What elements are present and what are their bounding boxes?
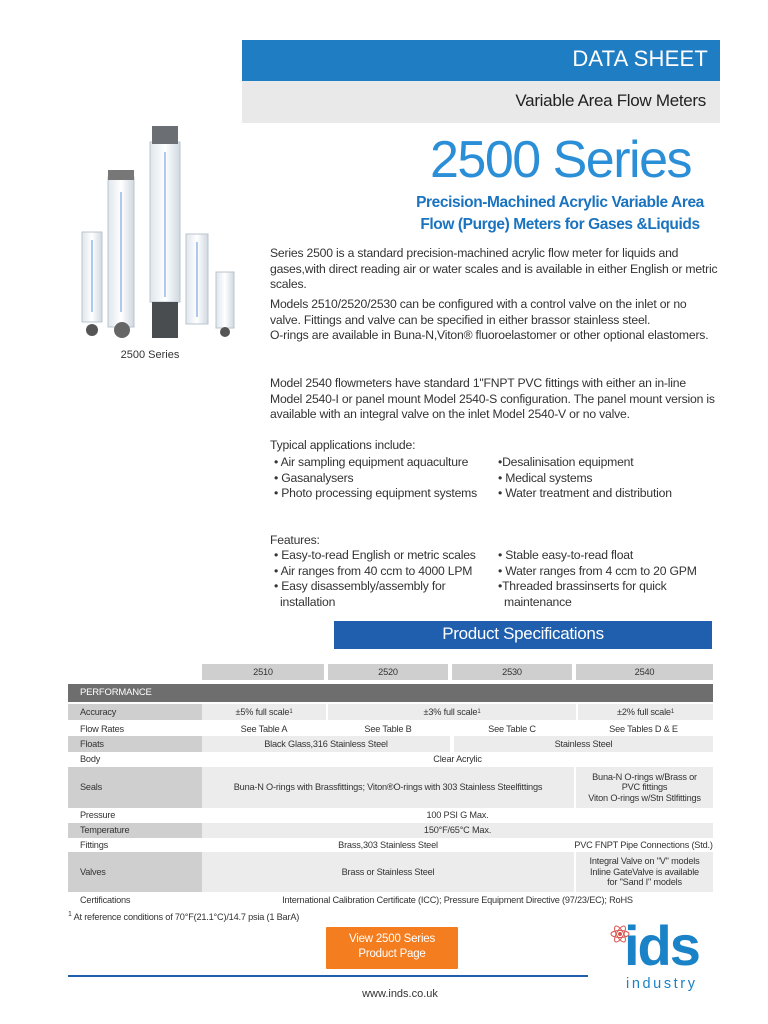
image-caption: 2500 Series	[120, 349, 180, 361]
flow-meters-image	[78, 122, 246, 344]
footer-divider	[68, 975, 588, 977]
list-item: • Air ranges from 40 ccm to 4000 LPM	[274, 563, 473, 578]
table-row	[68, 893, 713, 907]
table-row	[68, 852, 713, 892]
table-cell: ±2% full scale 1	[578, 704, 713, 720]
table-cell: International Calibration Certificate (ICC); Pressure Equipment Directive (97/23/EC); RoHS	[282, 894, 633, 905]
table-cell: ±3% full scale 1	[328, 704, 576, 720]
row-label: Body	[80, 754, 101, 765]
list-item: •Desalinisation equipment	[498, 455, 634, 469]
document-subtitle: Variable Area Flow Meters	[515, 91, 706, 110]
ids-logo-subtitle: industry	[626, 976, 698, 992]
view-product-page-button[interactable]	[326, 927, 458, 969]
ids-logo: ids	[624, 914, 699, 977]
subtitle-bar	[242, 81, 720, 123]
table-cell: See Tables D & E	[609, 723, 678, 734]
table-cell: Black Glass,316 Stainless Steel	[202, 736, 450, 752]
list-item: • Stable easy-to-read float	[498, 548, 634, 562]
table-cell: 100 PSI G Max.	[426, 810, 489, 821]
features-heading: Features:	[270, 533, 320, 547]
table-cell: Integral Valve on "V" models Inline GateValve is available for "Sand I" models	[576, 852, 713, 892]
table-cell: PVC FNPT Pipe Connections (Std.)	[574, 839, 713, 850]
table-footnote: $^1$ At reference conditions of 70°F(21.1°C)/14.7 psia (1 BarA)	[68, 911, 300, 923]
table-row	[68, 736, 713, 752]
model-header: 2530	[452, 664, 572, 680]
applications-heading: Typical applications include:	[270, 438, 416, 452]
row-label: Certifications	[80, 894, 131, 905]
table-row	[68, 767, 713, 808]
tagline-line-2: Flow (Purge) Meters for Gases &Liquids	[420, 216, 700, 233]
table-row	[68, 722, 713, 736]
table-header-row	[68, 664, 713, 680]
data-sheet-banner	[242, 40, 720, 81]
table-row	[68, 823, 713, 838]
table-cell: ±5% full scale 1	[202, 704, 326, 720]
list-item: • Easy-to-read English or metric scales	[274, 548, 476, 562]
model-header: 2540	[576, 664, 713, 680]
table-cell: Stainless Steel	[454, 736, 713, 752]
row-label: Accuracy	[68, 704, 202, 720]
table-cell: Buna-N O-rings with Brassfittings; Viton®O-rings with 303 Stainless Steelfittings	[202, 767, 574, 808]
list-item: • Water ranges from 4 ccm to 20 GPM	[498, 563, 697, 578]
tagline-line-1: Precision-Machined Acrylic Variable Area	[416, 194, 704, 211]
row-label: Seals	[68, 767, 202, 808]
section-heading: PERFORMANCE	[68, 684, 713, 702]
model-header: 2520	[328, 664, 448, 680]
row-label: Valves	[68, 852, 202, 892]
website-link[interactable]: www.inds.co.uk	[362, 988, 438, 1000]
table-cell: Clear Acrylic	[433, 754, 482, 765]
table-row	[68, 838, 713, 852]
row-label: Temperature	[68, 823, 202, 838]
table-cell: See Table A	[240, 723, 288, 734]
table-cell: See Table C	[488, 723, 536, 734]
features-list-right	[494, 548, 724, 610]
series-tagline	[400, 192, 720, 236]
table-row	[68, 808, 713, 823]
series-title: 2500 Series	[430, 131, 692, 189]
applications-list-left	[270, 455, 490, 502]
row-label: Flow Rates	[80, 723, 124, 734]
performance-section-row	[68, 684, 713, 702]
list-item: • Water treatment and distribution	[498, 486, 672, 500]
table-row	[68, 752, 713, 767]
description-paragraph-2a: Models 2510/2520/2530 can be configured with a control valve on the inlet or no valve. Fittings and valve can be specified in either brassor stainless steel.	[270, 297, 687, 327]
list-item: • Medical systems	[498, 470, 593, 485]
banner-title: DATA SHEET	[572, 46, 708, 71]
list-item: • Air sampling equipment aquaculture	[274, 455, 469, 469]
row-label: Fittings	[80, 839, 109, 850]
list-item: •Threaded brassinserts for quick maintenance	[498, 579, 667, 609]
product-specifications-banner	[334, 621, 712, 649]
table-cell: Brass,303 Stainless Steel	[338, 839, 438, 850]
description-paragraph-2b: O-rings are available in Buna-N,Viton® fluoroelastomer or other optional elastomers.	[270, 328, 709, 342]
table-row	[68, 704, 713, 720]
table-cell: Buna-N O-rings w/Brass or PVC fittings Viton O-rings w/Stn Stlfittings	[576, 767, 713, 808]
row-label: Floats	[68, 736, 202, 752]
features-list-left	[270, 548, 490, 610]
description-paragraph-1: Series 2500 is a standard precision-machined acrylic flow meter for liquids and gases,with direct reading air or water scales and is available in either English or metric scales.	[270, 246, 718, 291]
list-item: • Gasanalysers	[274, 470, 354, 485]
model-header: 2510	[202, 664, 324, 680]
row-label: Pressure	[80, 810, 116, 821]
list-item: • Photo processing equipment systems	[274, 486, 478, 500]
description-paragraph-3: Model 2540 flowmeters have standard 1"FNPT PVC fittings with either an in-line Model 2540-I or panel mount Model 2540-S configuration. The panel mount version is available with an integral valve on the inlet Model 2540-V or no valve.	[270, 376, 715, 421]
specifications-title: Product Specifications	[442, 624, 604, 643]
table-cell: Brass or Stainless Steel	[202, 852, 574, 892]
list-item: • Easy disassembly/assembly for installation	[274, 579, 446, 609]
table-cell: 150°F/65°C Max.	[202, 823, 713, 838]
table-cell: See Table B	[364, 723, 412, 734]
button-label-line-2: Product Page	[358, 948, 426, 960]
button-label-line-1: View 2500 Series	[348, 933, 436, 945]
applications-list-right	[494, 455, 724, 502]
